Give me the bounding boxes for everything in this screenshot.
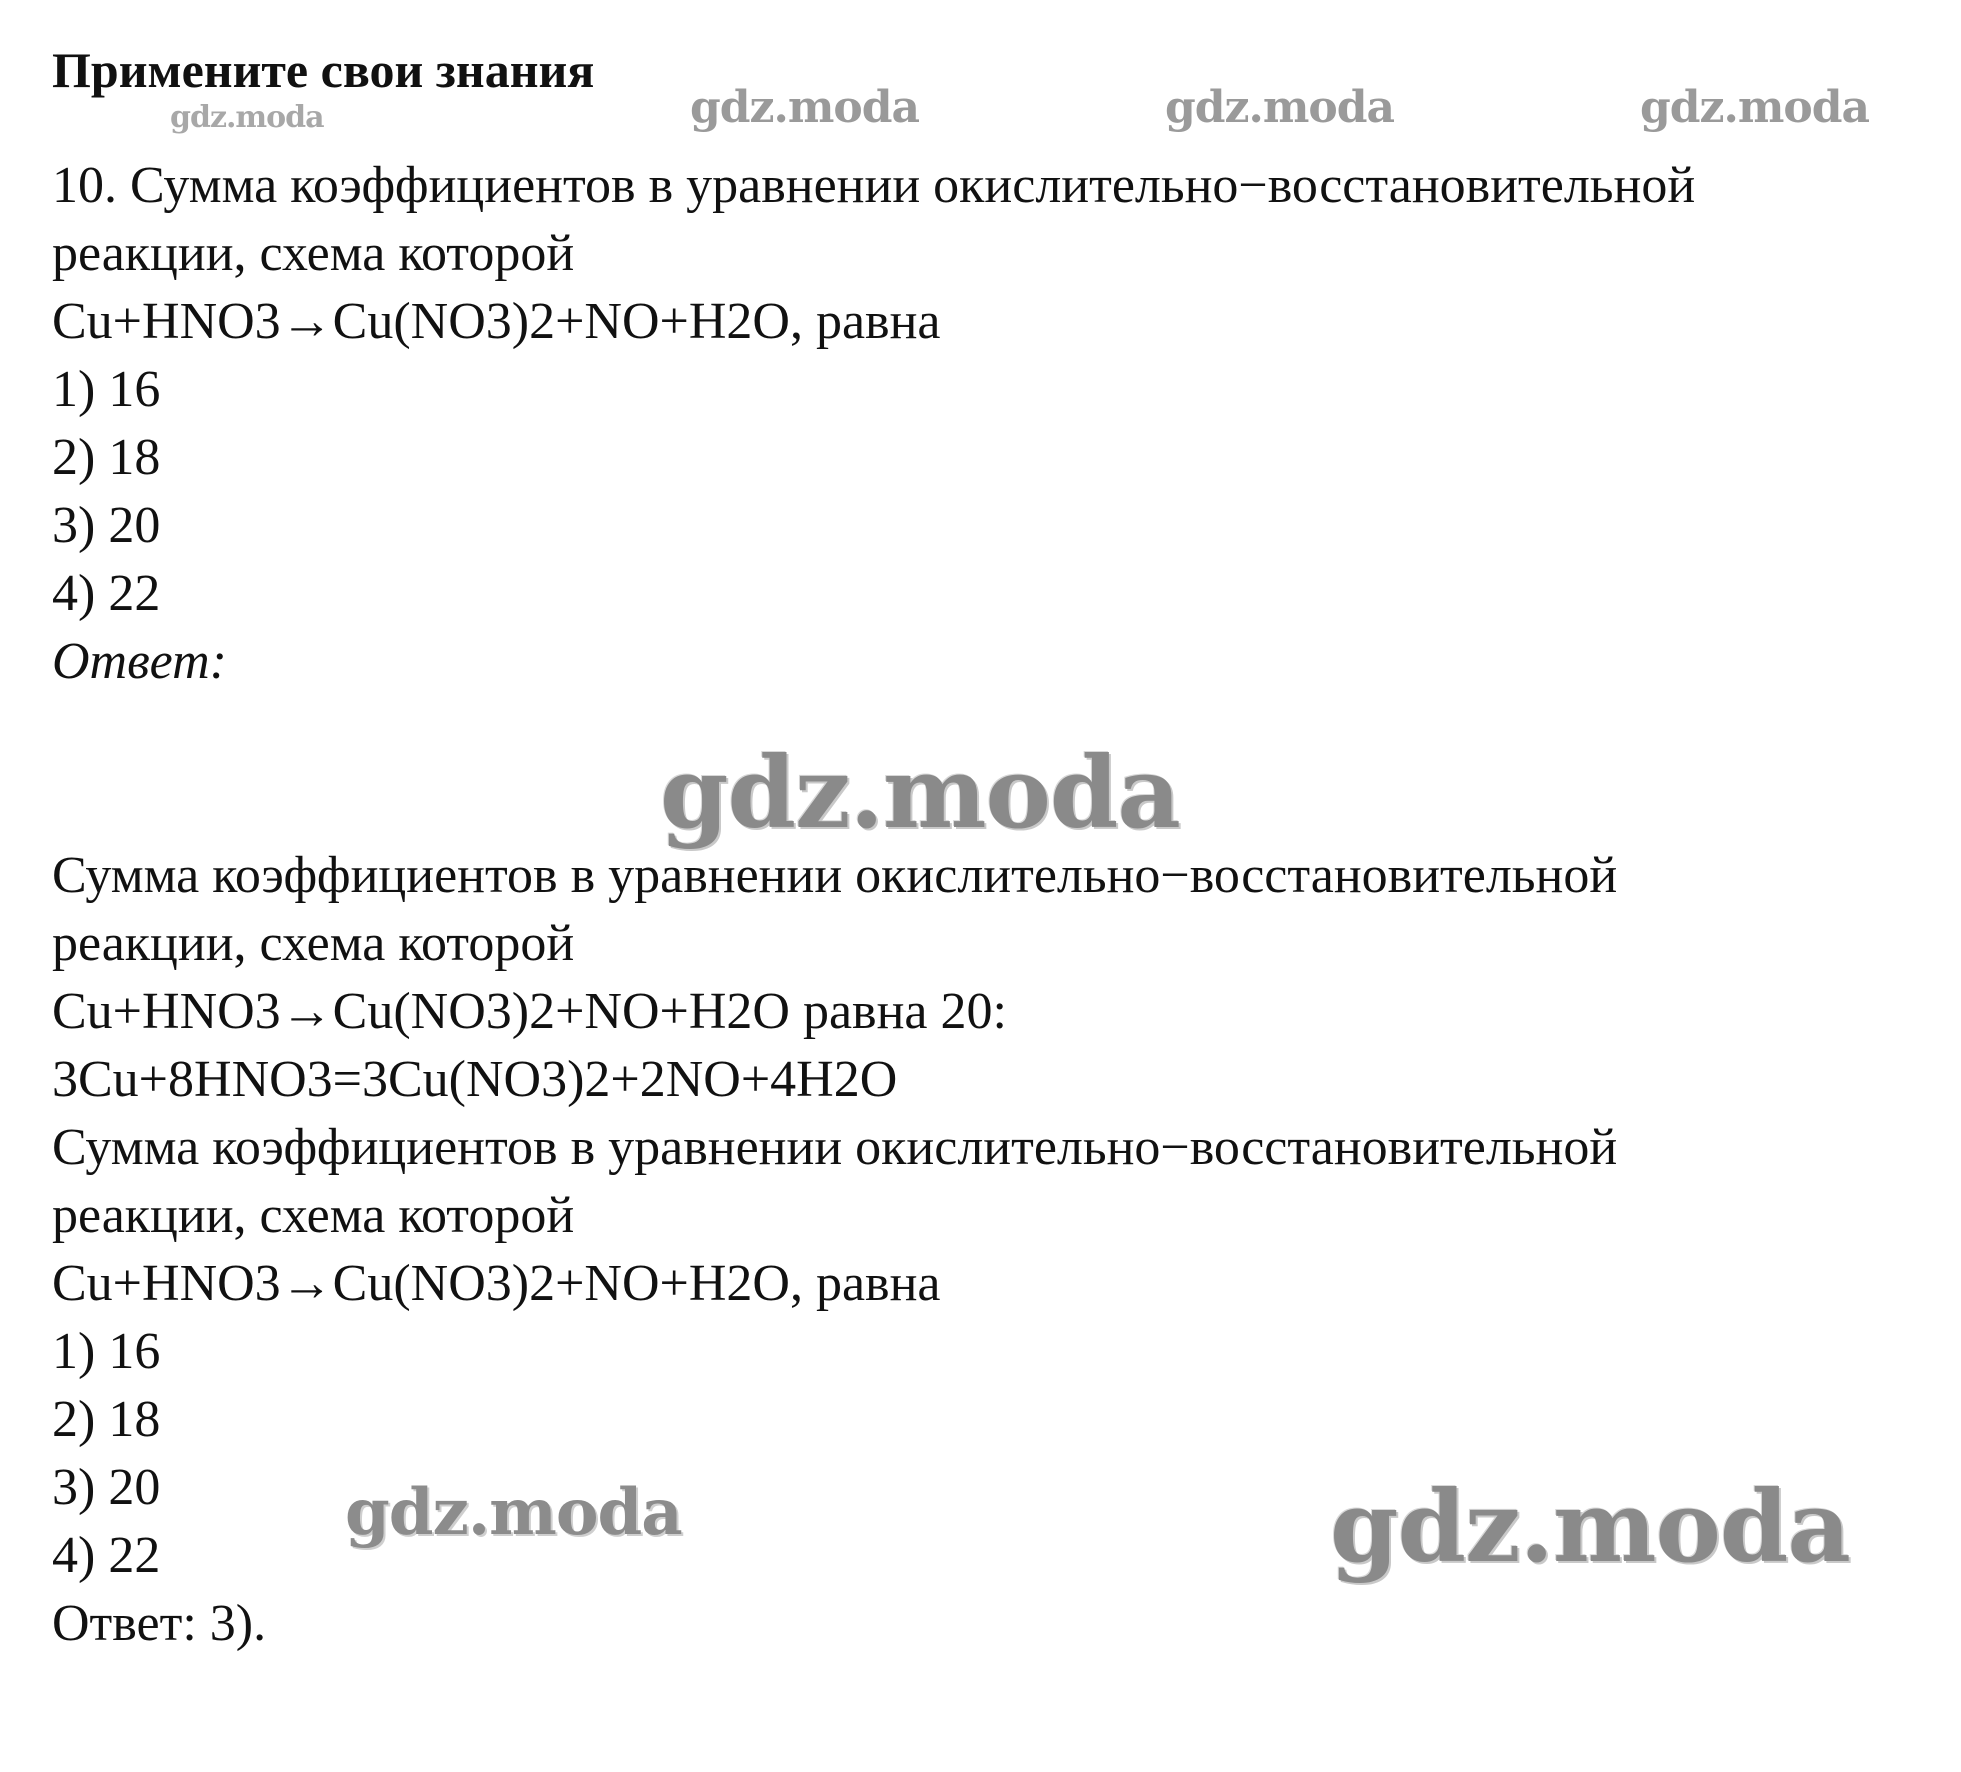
solution-formula: Cu+HNO3→Cu(NO3)2+NO+H2O, равна [52, 1255, 941, 1312]
task-formula: Cu+HNO3→Cu(NO3)2+NO+H2O, равна [52, 293, 941, 350]
watermark-logo: gdz.moda [690, 82, 920, 133]
solution-text-line: Сумма коэффициентов в уравнении окислительно−восстановительной [52, 1119, 1618, 1176]
watermark-logo: gdz.moda [170, 100, 324, 135]
task-option: 1) 16 [52, 361, 161, 418]
solution-option: 4) 22 [52, 1527, 161, 1584]
final-answer: Ответ: 3). [52, 1595, 267, 1652]
watermark-logo: gdz.moda [1165, 82, 1395, 133]
balanced-equation: 3Cu+8HNO3=3Cu(NO3)2+2NO+4H2O [52, 1051, 898, 1108]
task-option: 3) 20 [52, 497, 161, 554]
task-text-line: 10. Сумма коэффициентов в уравнении окислительно−восстановительной [52, 157, 1696, 214]
solution-text-line: реакции, схема которой [52, 915, 575, 972]
watermark-logo: gdz.moda [660, 736, 1180, 851]
watermark-logo: gdz.moda [345, 1475, 682, 1550]
solution-text-line: Сумма коэффициентов в уравнении окислительно−восстановительной [52, 847, 1618, 904]
solution-text-line: реакции, схема которой [52, 1187, 575, 1244]
task-option: 4) 22 [52, 565, 161, 622]
watermark-logo: gdz.moda [1330, 1470, 1850, 1585]
solution-option: 1) 16 [52, 1323, 161, 1380]
solution-option: 2) 18 [52, 1391, 161, 1448]
section-heading: Примените свои знания [52, 42, 595, 98]
solution-option: 3) 20 [52, 1459, 161, 1516]
watermark-logo: gdz.moda [1640, 82, 1870, 133]
solution-formula: Cu+HNO3→Cu(NO3)2+NO+H2O равна 20: [52, 983, 1007, 1040]
answer-label: Ответ: [52, 633, 227, 690]
task-text-line: реакции, схема которой [52, 225, 575, 282]
task-option: 2) 18 [52, 429, 161, 486]
